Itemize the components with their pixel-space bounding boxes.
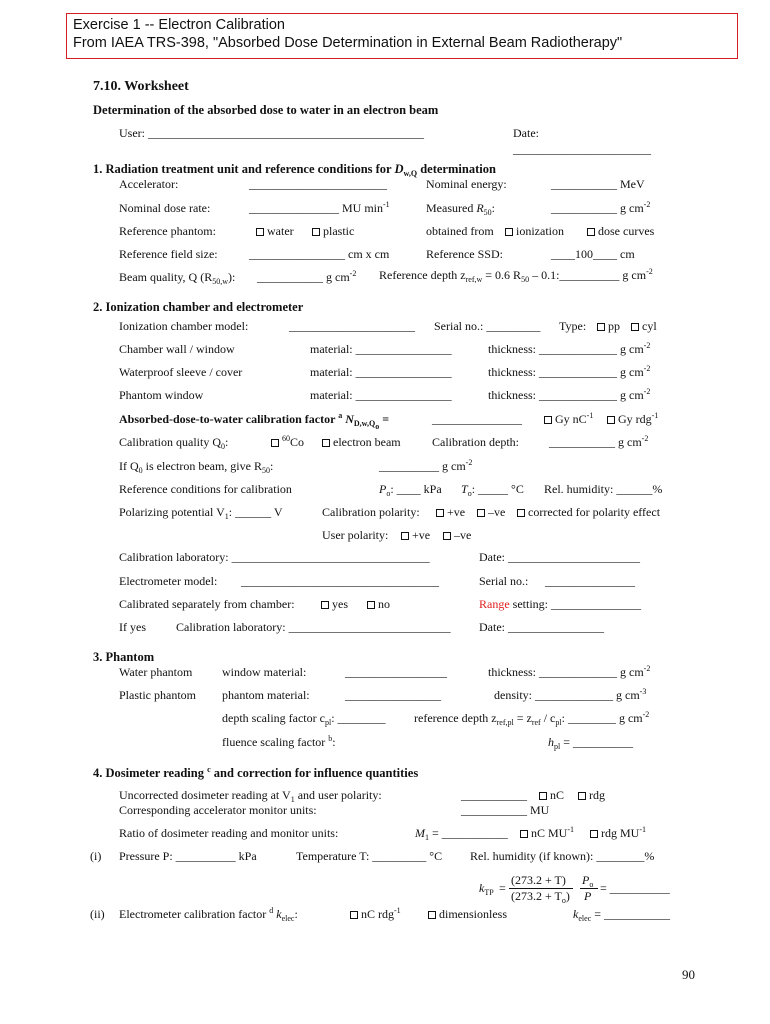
m1-symbol: M: [415, 826, 425, 840]
cal-lab2-field[interactable]: Calibration laboratory: ___________________________: [176, 620, 451, 634]
ref-depth-text: Reference depth z: [379, 268, 466, 282]
checkbox-icon[interactable]: [271, 439, 279, 447]
dose-rate-value: _______________ MU min: [249, 201, 384, 215]
hpl-value: = __________: [560, 735, 634, 749]
checkbox-icon[interactable]: [607, 416, 615, 424]
dimensionless-label: dimensionless: [439, 907, 507, 921]
thickness-text: thickness: _____________ g cm: [488, 388, 644, 402]
nominal-energy-field[interactable]: ___________ MeV: [551, 177, 645, 191]
cal-lab2-date-field[interactable]: Date: ________________: [479, 620, 604, 634]
cyl-label: cyl: [642, 319, 657, 333]
user-minus-ve-checkbox[interactable]: [443, 528, 471, 542]
pol-potential-text: Polarizing potential V: [119, 505, 225, 519]
kelec-symbol: k: [573, 907, 579, 921]
ktp-symbol: [479, 881, 494, 895]
section-1-heading-end: determination: [417, 162, 496, 176]
page-number: 90: [682, 967, 695, 982]
factor-sub-text: D,w,Q: [353, 419, 376, 428]
beam-quality-end: ):: [228, 270, 236, 284]
if-q0-sub2: 50: [261, 466, 270, 475]
ref-depth-sub: ref,pl: [496, 718, 514, 727]
section-4-heading: [93, 766, 418, 780]
accelerator-field[interactable]: _______________________: [249, 177, 387, 191]
cal-lab-field[interactable]: Calibration laboratory: _________________________________: [119, 550, 430, 564]
user-polarity-label: User polarity:: [322, 528, 389, 542]
phantom-thickness-sup: -2: [643, 664, 651, 673]
rel-humidity-known-field[interactable]: Rel. humidity (if known): ________%: [470, 849, 655, 863]
p0-field[interactable]: [379, 482, 442, 496]
no-checkbox[interactable]: [367, 597, 390, 611]
hpl-symbol: h: [548, 735, 554, 749]
pol-potential-value: : ______ V: [228, 505, 283, 519]
ktp-p0-sub: o: [589, 880, 594, 889]
ref-depth-mid2: / c: [540, 711, 556, 725]
gy-nc-sup: -1: [586, 411, 594, 420]
beam-quality-sup: -2: [349, 269, 357, 278]
checkbox-icon[interactable]: [477, 509, 485, 517]
section-4-heading-text: 4. Dosimeter reading: [93, 766, 204, 780]
checkbox-icon[interactable]: [587, 228, 595, 236]
beam-quality-sub: 50,w: [212, 277, 228, 286]
electrometer-model-label: Electrometer model:: [119, 574, 218, 588]
chamber-model-label: Ionization chamber model:: [119, 319, 249, 333]
header-line-2: From IAEA TRS-398, "Absorbed Dose Determination in External Beam Radiotherapy": [73, 35, 623, 51]
ref-depth-sub: ref,w: [465, 275, 483, 284]
co-label: Co: [290, 435, 305, 449]
section-4-heading-rest: and correction for influence quantities: [210, 766, 419, 780]
measured-r50-sup: -2: [643, 200, 651, 209]
ktp-numerator: (273.2 + T): [511, 873, 566, 887]
thickness-text: thickness: _____________ g cm: [488, 365, 644, 379]
if-q0-value: __________ g cm: [379, 459, 466, 473]
dose-curves-checkbox[interactable]: [587, 224, 654, 238]
r50-symbol: R: [476, 201, 484, 215]
checkbox-icon[interactable]: [367, 601, 375, 609]
checkbox-icon[interactable]: [322, 439, 330, 447]
phantom-thickness-text: thickness: _____________ g cm: [488, 665, 644, 679]
dose-rate-label: Nominal dose rate:: [119, 201, 211, 215]
cal-depth-label: Calibration depth:: [432, 435, 519, 449]
phantom-material-label: phantom material:: [222, 688, 310, 702]
gy-rdg-label: Gy rdg: [618, 412, 652, 426]
minus-ve-label: –ve: [488, 505, 506, 519]
cal-minus-ve-checkbox[interactable]: [477, 505, 505, 519]
water-phantom-label: Water phantom: [119, 665, 193, 679]
sleeve-label: Waterproof sleeve / cover: [119, 365, 243, 379]
elec-k-symbol: k: [273, 907, 282, 921]
temperature-field[interactable]: Temperature T: _________ °C: [296, 849, 443, 863]
ref-ssd-field[interactable]: ____100____ cm: [551, 247, 635, 261]
gy-nc-label: Gy nC: [555, 412, 587, 426]
phantom-thickness-field[interactable]: [488, 665, 650, 679]
checkbox-icon[interactable]: [256, 228, 264, 236]
elec-factor-label: [119, 907, 298, 921]
monitor-units-label: Corresponding accelerator monitor units:: [119, 803, 317, 817]
factor-symbol: N: [345, 412, 354, 426]
dose-rate-field[interactable]: [249, 201, 390, 215]
ref-depth-sup: -2: [646, 267, 653, 276]
beam-quality-value: ___________ g cm: [257, 270, 350, 284]
measured-r50-label: [426, 201, 495, 215]
ref-depth-sub2: ref: [531, 718, 541, 727]
electrometer-serial-field[interactable]: _______________: [545, 574, 635, 588]
if-q0-colon: :: [269, 459, 274, 473]
density-sup: -3: [639, 687, 647, 696]
calibration-factor-field[interactable]: _______________: [432, 412, 522, 426]
ref-depth-mid: = 0.6 R: [482, 268, 522, 282]
ktp-den-text: (273.2 + T: [511, 889, 562, 903]
accelerator-label: Accelerator:: [119, 177, 179, 191]
rdg-checkbox[interactable]: [578, 788, 605, 802]
cal-quality-colon: :: [224, 435, 229, 449]
wall-label: Chamber wall / window: [119, 342, 235, 356]
window-material-label: window material:: [222, 665, 307, 679]
if-q0-rest: is electron beam, give R: [142, 459, 262, 473]
cal-separately-label: Calibrated separately from chamber:: [119, 597, 295, 611]
type-label: Type:: [559, 319, 587, 333]
gy-rdg-sup: -1: [651, 411, 659, 420]
range-setting-value: setting: _______________: [509, 597, 641, 611]
uncorrected-reading-label: [119, 788, 382, 802]
depth-scaling-sub: pl: [324, 718, 332, 727]
water-label: water: [267, 224, 294, 238]
section-1-heading: [93, 162, 496, 176]
checkbox-icon[interactable]: [312, 228, 320, 236]
nc-mu-checkbox[interactable]: [520, 826, 574, 840]
depth-scaling-text: depth scaling factor c: [222, 711, 325, 725]
elec-k-sub: elec: [281, 914, 295, 923]
ref-depth-sub3: pl: [555, 718, 562, 727]
rdg-mu-sup: -1: [639, 825, 647, 834]
checkbox-icon[interactable]: [436, 509, 444, 517]
fluence-scaling-label: [222, 735, 336, 749]
factor-text: Absorbed-dose-to-water calibration factor: [119, 412, 336, 426]
dose-curves-label: dose curves: [598, 224, 655, 238]
cal-plus-ve-checkbox[interactable]: [436, 505, 465, 519]
wall-material-field[interactable]: material: ________________: [310, 342, 452, 356]
fluence-text: fluence scaling factor: [222, 735, 326, 749]
plus-ve-label: +ve: [447, 505, 466, 519]
t0-sub: o: [467, 489, 472, 498]
obtained-from-label: obtained from: [426, 224, 494, 238]
factor-sub-o: o: [375, 422, 380, 431]
ref-depth-end: – 0.1:__________ g cm: [529, 268, 647, 282]
ktp-p-symbol: P: [584, 889, 592, 903]
ref-depth-sub2: 50: [521, 275, 530, 284]
if-q0-text: If Q: [119, 459, 139, 473]
fluence-colon: :: [332, 735, 336, 749]
range-setting-field[interactable]: [479, 597, 641, 611]
dose-subscript: w,Q: [403, 169, 418, 178]
gy-nc-checkbox[interactable]: [544, 412, 593, 426]
thickness-sup: -2: [643, 387, 651, 396]
section-3-heading: 3. Phantom: [93, 650, 155, 664]
thickness-sup: -2: [643, 364, 651, 373]
p0-sub: o: [386, 489, 391, 498]
density-text: density: _____________ g cm: [494, 688, 640, 702]
rdg-mu-checkbox[interactable]: [590, 826, 646, 840]
density-field[interactable]: [494, 688, 646, 702]
minus-ve-label: –ve: [454, 528, 472, 542]
pol-potential-field[interactable]: [119, 505, 283, 519]
electron-beam-label: electron beam: [333, 435, 401, 449]
item-i-label: (i): [90, 849, 102, 863]
if-q0-field[interactable]: [379, 459, 472, 473]
ktp-p: [584, 889, 591, 903]
checkbox-icon[interactable]: [428, 911, 436, 919]
ref-depth-text: reference depth z: [414, 711, 497, 725]
phantom-ref-depth-field[interactable]: [414, 711, 649, 725]
p0-symbol: P: [379, 482, 387, 496]
hpl-sub: pl: [554, 742, 561, 751]
worksheet-title: 7.10. Worksheet: [93, 79, 189, 94]
cal-depth-field[interactable]: [549, 435, 648, 449]
wall-thickness-field[interactable]: [488, 342, 650, 356]
ktp-result-field[interactable]: = __________: [600, 881, 670, 895]
kelec-sub: elec: [578, 914, 592, 923]
beam-quality-field[interactable]: [257, 270, 356, 284]
checkbox-icon[interactable]: [443, 532, 451, 540]
chamber-model-field[interactable]: _____________________: [289, 319, 415, 333]
cal-lab-date-field[interactable]: Date: ______________________: [479, 550, 640, 564]
date-field[interactable]: _______________________: [513, 142, 651, 156]
elec-colon: :: [294, 907, 298, 921]
nc-checkbox[interactable]: [539, 788, 564, 802]
factor-equals: =: [379, 412, 390, 426]
ratio-label: Ratio of dosimeter reading and monitor units:: [119, 826, 339, 840]
nc-rdg-checkbox[interactable]: [350, 907, 401, 921]
r50-sub: 50: [483, 208, 492, 217]
if-q0-sub: 0: [138, 466, 143, 475]
ref-ssd-label: Reference SSD:: [426, 247, 503, 261]
window-material-field[interactable]: material: ________________: [310, 388, 452, 402]
cal-quality-label: [119, 435, 228, 449]
checkbox-icon[interactable]: [597, 323, 605, 331]
dose-rate-sup: -1: [383, 200, 390, 209]
nc-rdg-label: nC rdg: [361, 907, 394, 921]
field-size-label: Reference field size:: [119, 247, 218, 261]
nc-mu-label: nC MU: [531, 826, 568, 840]
cal-quality-text: Calibration quality Q: [119, 435, 221, 449]
no-label: no: [378, 597, 390, 611]
elec-factor-footnote: d: [269, 906, 274, 915]
pol-potential-sub: 1: [224, 512, 229, 521]
factor-footnote: a: [338, 411, 343, 420]
cal-depth-value: ___________ g cm: [549, 435, 642, 449]
checkbox-icon[interactable]: [544, 416, 552, 424]
electrometer-serial-label: Serial no.:: [479, 574, 529, 588]
checkbox-icon[interactable]: [631, 323, 639, 331]
ref-depth-value: : ________ g cm: [561, 711, 643, 725]
ktp-equals-1: =: [499, 881, 506, 895]
ref-depth-sup: -2: [642, 710, 650, 719]
item-ii-label: (ii): [90, 907, 105, 921]
if-q0-sup: -2: [465, 458, 473, 467]
nc-label: nC: [550, 788, 565, 802]
corrected-polarity-checkbox[interactable]: [517, 505, 660, 519]
uncorrected-reading-field[interactable]: ___________: [461, 788, 527, 802]
pp-checkbox[interactable]: [597, 319, 620, 333]
cal-quality-sub: 0: [220, 442, 225, 451]
yes-label: yes: [332, 597, 348, 611]
ktp-p0-symbol: P: [582, 873, 590, 887]
ionization-label: ionization: [516, 224, 564, 238]
nc-rdg-sup: -1: [394, 906, 401, 915]
date-label: Date:: [513, 126, 539, 140]
beam-quality-text: Beam quality, Q (R: [119, 270, 213, 284]
m1-field[interactable]: [415, 826, 508, 840]
checkbox-icon[interactable]: [505, 228, 513, 236]
nominal-energy-label: Nominal energy:: [426, 177, 507, 191]
thickness-sup: -2: [643, 341, 651, 350]
m1-sub: 1: [425, 833, 429, 842]
elec-factor-text: Electrometer calibration factor: [119, 907, 267, 921]
if-yes-label: If yes: [119, 620, 146, 634]
window-thickness-field[interactable]: [488, 388, 650, 402]
checkbox-icon[interactable]: [350, 911, 358, 919]
co-sup: 60: [282, 434, 290, 443]
if-q0-label: [119, 459, 273, 473]
phantom-material-input[interactable]: ________________: [345, 688, 441, 702]
checkbox-icon[interactable]: [401, 532, 409, 540]
p0-value: : ____ kPa: [390, 482, 442, 496]
ref-conditions-label: Reference conditions for calibration: [119, 482, 292, 496]
plastic-label: plastic: [323, 224, 355, 238]
plus-ve-label: +ve: [412, 528, 431, 542]
measured-r50-text: Measured: [426, 201, 477, 215]
electrometer-model-field[interactable]: _________________________________: [241, 574, 439, 588]
user-field[interactable]: User: ______________________________________________: [119, 126, 424, 140]
t0-symbol: T: [461, 482, 468, 496]
measured-r50-value: ___________ g cm: [551, 201, 644, 215]
sleeve-thickness-field[interactable]: [488, 365, 650, 379]
uncorrected-rest: and user polarity:: [294, 788, 382, 802]
monitor-units-field[interactable]: ___________ MU: [461, 803, 550, 817]
ktp-sub: TP: [484, 888, 494, 897]
cyl-checkbox[interactable]: [631, 319, 657, 333]
section-4-footnote: c: [207, 765, 211, 774]
checkbox-icon[interactable]: [517, 509, 525, 517]
ionization-checkbox[interactable]: [505, 224, 564, 238]
checkbox-icon[interactable]: [578, 792, 586, 800]
m1-value: = ___________: [429, 826, 508, 840]
fluence-footnote: b: [328, 734, 333, 743]
window-material-input[interactable]: _________________: [345, 665, 447, 679]
range-label: Range: [479, 597, 510, 611]
section-1-heading-text: 1. Radiation treatment unit and reference conditions for: [93, 162, 395, 176]
ref-depth-mid: = z: [513, 711, 532, 725]
cal-depth-sup: -2: [641, 434, 649, 443]
exercise-header: [66, 13, 738, 59]
kelec-field[interactable]: [573, 907, 670, 921]
checkbox-icon[interactable]: [539, 792, 547, 800]
depth-scaling-field[interactable]: [222, 711, 386, 725]
checkbox-icon[interactable]: [520, 830, 528, 838]
ktp-den-end: ): [565, 889, 570, 903]
nc-mu-sup: -1: [567, 825, 575, 834]
factor-subscript: [353, 419, 380, 431]
dose-symbol: D: [394, 162, 404, 176]
rdg-mu-label: rdg MU: [601, 826, 640, 840]
field-size-field[interactable]: ________________ cm x cm: [249, 247, 390, 261]
checkbox-icon[interactable]: [590, 830, 598, 838]
electron-beam-checkbox[interactable]: [322, 435, 401, 449]
depth-scaling-value: : ________: [331, 711, 386, 725]
uncorrected-sub: 1: [290, 795, 295, 804]
ktp-den-sub: o: [561, 896, 566, 905]
corrected-label: corrected for polarity effect: [528, 505, 661, 519]
ktp-denominator: [511, 889, 570, 903]
uncorrected-text: Uncorrected dosimeter reading at V: [119, 788, 291, 802]
serial-field[interactable]: Serial no.: _________: [434, 319, 541, 333]
cal-polarity-label: Calibration polarity:: [322, 505, 420, 519]
ref-phantom-label: Reference phantom:: [119, 224, 216, 238]
kelec-value: = ___________: [591, 907, 670, 921]
yes-checkbox[interactable]: [321, 597, 348, 611]
thickness-text: thickness: _____________ g cm: [488, 342, 644, 356]
hpl-field[interactable]: [548, 735, 633, 749]
ktp-p0: [582, 873, 593, 887]
header-line-1: Exercise 1 -- Electron Calibration: [73, 17, 285, 33]
r50-colon: :: [491, 201, 496, 215]
t0-field[interactable]: [461, 482, 524, 496]
water-checkbox[interactable]: [256, 224, 294, 238]
user-plus-ve-checkbox[interactable]: [401, 528, 430, 542]
phantom-window-label: Phantom window: [119, 388, 204, 402]
pp-label: pp: [608, 319, 620, 333]
plastic-phantom-label: Plastic phantom: [119, 688, 196, 702]
dimensionless-checkbox[interactable]: [428, 907, 507, 921]
section-2-heading: 2. Ionization chamber and electrometer: [93, 300, 304, 314]
checkbox-icon[interactable]: [321, 601, 329, 609]
measured-r50-field[interactable]: [551, 201, 650, 215]
sleeve-material-field[interactable]: material: ________________: [310, 365, 452, 379]
co60-checkbox[interactable]: [271, 435, 304, 449]
rdg-label: rdg: [589, 788, 605, 802]
ref-depth-field[interactable]: [379, 268, 653, 282]
calibration-factor-label: [119, 411, 390, 431]
plastic-checkbox[interactable]: [312, 224, 354, 238]
worksheet-subtitle: Determination of the absorbed dose to water in an electron beam: [93, 103, 439, 117]
gy-rdg-checkbox[interactable]: [607, 412, 658, 426]
rel-humidity-field[interactable]: Rel. humidity: ______%: [544, 482, 663, 496]
beam-quality-label: [119, 270, 235, 284]
t0-value: : _____ °C: [471, 482, 524, 496]
pressure-field[interactable]: Pressure P: __________ kPa: [119, 849, 257, 863]
ktp-k: k: [479, 881, 485, 895]
